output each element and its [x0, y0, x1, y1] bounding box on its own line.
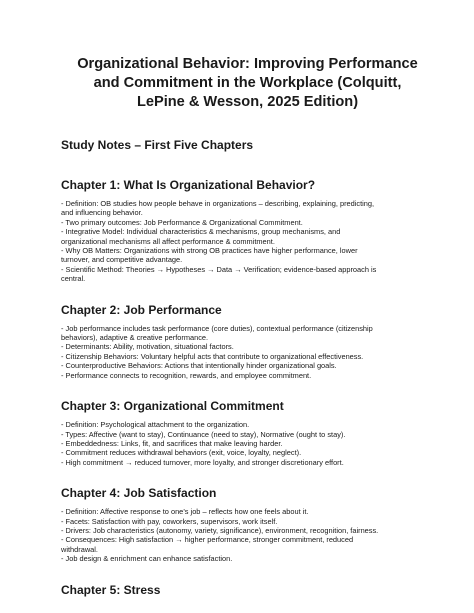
title-line: LePine & Wesson, 2025 Edition) [136, 94, 359, 110]
note-line: - Embeddedness: Links, fit, and sacrifices that make leaving harder. [61, 438, 283, 448]
note-line: - Counterproductive Behaviors: Actions that intentionally hinder organizational goals. [61, 361, 337, 371]
note-line: central. [61, 274, 86, 284]
title-line: and Commitment in the Workplace (Colquitt, [93, 75, 402, 91]
note-line: - Scientific Method: Theories → Hypotheses → Data → Verification; evidence-based approach is [61, 264, 377, 274]
note-line: organizational mechanisms all affect performance & commitment. [61, 236, 275, 246]
title-line: Organizational Behavior: Improving Performance [77, 56, 418, 72]
chapter-notes [61, 199, 434, 284]
note-line: - Facets: Satisfaction with pay, coworkers, supervisors, work itself. [61, 516, 278, 526]
chapter-notes [61, 507, 434, 563]
note-line: - Integrative Model: Individual characteristics & mechanisms, group mechanisms, and [61, 227, 341, 237]
note-line: withdrawal. [61, 544, 98, 554]
chapter-3-section [61, 399, 434, 467]
note-line: behaviors), adaptive & creative performance. [61, 333, 209, 343]
chapter-2-section [61, 303, 434, 380]
note-line: - High commitment → reduced turnover, more loyalty, and stronger discretionary effort. [61, 457, 344, 467]
chapter-1-section [61, 178, 434, 284]
note-line: - Drivers: Job characteristics (autonomy, variety, significance), environment, recognition, fairness. [61, 525, 379, 535]
note-line: - Two primary outcomes: Job Performance & Organizational Commitment. [61, 217, 303, 227]
note-line: - Citizenship Behaviors: Voluntary helpful acts that contribute to organizational effectiveness. [61, 351, 364, 361]
note-line: - Types: Affective (want to stay), Continuance (need to stay), Normative (ought to stay). [61, 429, 346, 439]
note-line: - Commitment reduces withdrawal behaviors (exit, voice, loyalty, neglect). [61, 448, 302, 458]
note-line: - Performance connects to recognition, rewards, and employee commitment. [61, 370, 312, 380]
chapter-heading: Chapter 2: Job Performance [61, 302, 222, 317]
note-line: - Why OB Matters: Organizations with strong OB practices have higher performance, lower [61, 246, 358, 256]
chapter-5-section [61, 583, 434, 598]
note-line: - Definition: Psychological attachment to the organization. [61, 420, 250, 430]
note-line: - Determinants: Ability, motivation, situational factors. [61, 342, 234, 352]
note-line: - Definition: Affective response to one’s job – reflects how one feels about it. [61, 507, 309, 517]
chapter-notes [61, 420, 434, 467]
chapter-notes [61, 324, 434, 380]
note-line: and influencing behavior. [61, 208, 143, 218]
note-line: - Job design & enrichment can enhance satisfaction. [61, 554, 233, 564]
note-line: - Consequences: High satisfaction → higher performance, stronger commitment, reduced [61, 535, 354, 545]
note-line: - Job performance includes task performance (core duties), contextual performance (citizenship [61, 323, 373, 333]
note-line: - Definition: OB studies how people behave in organizations – describing, explaining, predicting, [61, 199, 375, 208]
note-line: turnover, and competitive advantage. [61, 255, 183, 265]
chapter-heading: Chapter 1: What Is Organizational Behavior? [61, 178, 316, 192]
chapter-4-section [61, 486, 434, 563]
chapter-heading: Chapter 5: Stress [61, 582, 161, 597]
chapter-heading: Chapter 4: Job Satisfaction [61, 486, 217, 501]
document-title [61, 55, 434, 112]
document-subtitle: Study Notes – First Five Chapters [61, 138, 254, 152]
chapter-heading: Chapter 3: Organizational Commitment [61, 399, 284, 414]
